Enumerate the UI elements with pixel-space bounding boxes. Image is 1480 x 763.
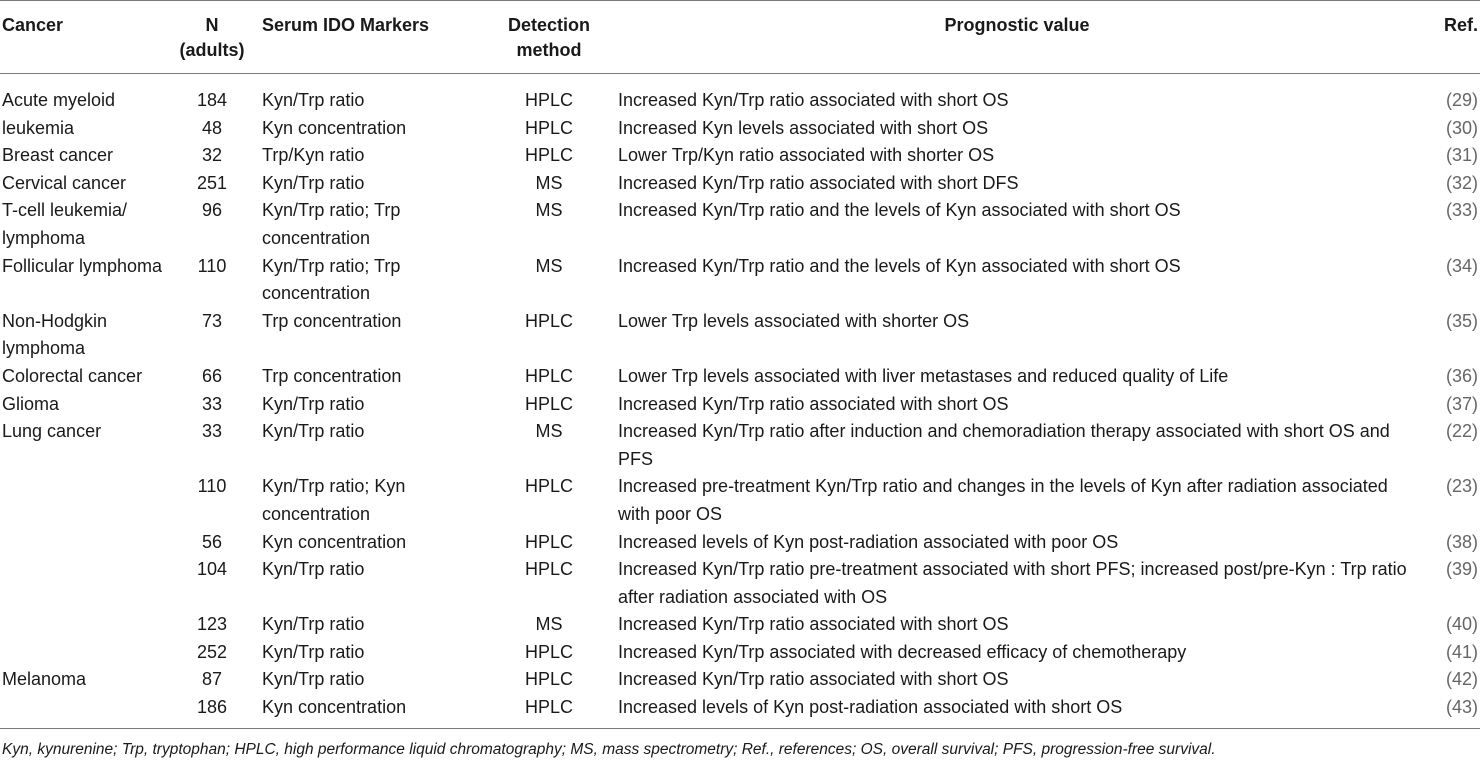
cell-cancer: Melanoma (2, 669, 87, 690)
cell-markers: Trp concentration (262, 310, 402, 331)
table-header (0, 1, 1480, 74)
cell-ref: (22) (1445, 421, 1478, 442)
header-cancer: Cancer (2, 15, 64, 35)
cell-ref: (33) (1445, 200, 1478, 221)
cell-markers: Trp/Kyn ratio (262, 145, 365, 166)
cell-prognostic: Increased Kyn/Trp ratio and the levels of Kyn associated with short OS (618, 255, 1181, 276)
cell-prognostic: Increased Kyn/Trp associated with decreased efficacy of chemotherapy (618, 641, 1187, 662)
cell-cancer (0, 694, 172, 728)
table-row (0, 74, 1480, 115)
cell-ref: (32) (1445, 172, 1478, 193)
cell-prognostic: Increased Kyn/Trp ratio and the levels of Kyn associated with short OS (618, 200, 1181, 221)
cell-method: MS (535, 614, 563, 635)
cell-ref: (31) (1445, 145, 1478, 166)
table-row (0, 639, 1480, 667)
cell-prognostic: Increased Kyn/Trp ratio associated with short OS (618, 90, 1009, 110)
cell-n: 33 (201, 393, 223, 414)
cell-method: HPLC (524, 145, 573, 166)
cell-cancer (0, 556, 172, 611)
cell-method: MS (535, 172, 563, 193)
cell-markers: Kyn/Trp ratio (262, 559, 365, 580)
cell-prognostic: Increased levels of Kyn post-radiation associated with short OS (618, 697, 1123, 718)
cell-cancer: Acute myeloid (2, 90, 116, 110)
table-row (0, 363, 1480, 391)
cell-ref: (35) (1445, 310, 1478, 331)
table-row (0, 611, 1480, 639)
cell-prognostic: Increased Kyn/Trp ratio associated with short OS (618, 393, 1009, 414)
cell-method: HPLC (524, 393, 573, 414)
cell-cancer: leukemia (2, 117, 75, 138)
cell-prognostic: Increased pre-treatment Kyn/Trp ratio and changes in the levels of Kyn after radiation associated with poor OS (618, 476, 1388, 524)
cell-markers: Kyn/Trp ratio; Kyn concentration (262, 476, 406, 524)
cell-n: 73 (201, 310, 223, 331)
cell-n: 33 (201, 421, 223, 442)
cell-ref: (40) (1445, 614, 1478, 635)
cell-method: MS (535, 421, 563, 442)
header-markers: Serum IDO Markers (262, 15, 430, 35)
cell-cancer: Colorectal cancer (2, 365, 143, 386)
cell-prognostic: Lower Trp levels associated with liver metastases and reduced quality of Life (618, 365, 1229, 386)
cell-prognostic: Increased Kyn/Trp ratio associated with short OS (618, 669, 1009, 690)
cell-n: 110 (197, 476, 227, 497)
cell-prognostic: Increased Kyn/Trp ratio associated with short DFS (618, 172, 1019, 193)
cell-cancer: T-cell leukemia/ lymphoma (2, 200, 128, 248)
cell-markers: Kyn/Trp ratio (262, 421, 365, 442)
cell-cancer: Follicular lymphoma (2, 255, 163, 276)
cell-markers: Kyn concentration (262, 531, 407, 552)
cell-n: 184 (196, 90, 228, 110)
cell-method: HPLC (524, 641, 573, 662)
cell-cancer: Non-Hodgkin lymphoma (2, 310, 108, 359)
cell-ref: (41) (1445, 641, 1478, 662)
cell-cancer (0, 639, 172, 667)
cell-markers: Kyn/Trp ratio (262, 172, 365, 193)
cell-cancer (0, 611, 172, 639)
table-row (0, 253, 1480, 308)
cell-ref: (29) (1445, 90, 1478, 110)
header-row (0, 1, 1480, 74)
cell-method: HPLC (524, 559, 573, 580)
cell-ref: (37) (1445, 393, 1478, 414)
cell-ref: (39) (1445, 559, 1478, 580)
table-footnote: Kyn, kynurenine; Trp, tryptophan; HPLC, high performance liquid chromatography; MS, mass spectrometry; Ref., references; OS, overall survival; PFS, progression-free survival. (2, 740, 1216, 758)
cell-prognostic: Increased levels of Kyn post-radiation associated with poor OS (618, 531, 1119, 552)
header-prognostic: Prognostic value (944, 15, 1090, 35)
cell-method: HPLC (524, 310, 573, 331)
cell-n: 252 (196, 641, 228, 662)
cell-cancer: Breast cancer (2, 145, 114, 166)
cell-markers: Kyn/Trp ratio (262, 614, 365, 635)
cell-n: 110 (197, 255, 227, 276)
cell-n: 104 (196, 559, 228, 580)
cell-n: 48 (201, 117, 223, 138)
cell-ref: (36) (1445, 365, 1478, 386)
cell-method: HPLC (524, 697, 573, 718)
table-row (0, 115, 1480, 143)
cell-n: 56 (201, 531, 223, 552)
cell-cancer (0, 473, 172, 528)
table-row (0, 694, 1480, 728)
cell-method: HPLC (524, 476, 573, 497)
table-row (0, 666, 1480, 694)
table-row (0, 418, 1480, 473)
cell-n: 251 (196, 172, 228, 193)
cell-ref: (38) (1445, 531, 1478, 552)
cell-cancer: Lung cancer (2, 421, 102, 442)
header-n: N (adults) (179, 15, 245, 60)
cell-n: 32 (201, 145, 223, 166)
table-row (0, 197, 1480, 252)
cell-markers: Kyn/Trp ratio (262, 90, 365, 110)
cell-ref: (23) (1445, 476, 1478, 497)
cell-markers: Kyn/Trp ratio (262, 669, 365, 690)
cell-n: 87 (201, 669, 223, 690)
cell-prognostic: Lower Trp levels associated with shorter OS (618, 310, 970, 331)
cell-prognostic: Increased Kyn/Trp ratio after induction and chemoradiation therapy associated with short OS and PFS (618, 421, 1390, 469)
cell-prognostic: Lower Trp/Kyn ratio associated with shorter OS (618, 145, 995, 166)
cell-n: 123 (196, 614, 228, 635)
table-row (0, 170, 1480, 198)
cell-method: HPLC (524, 669, 573, 690)
cell-markers: Kyn/Trp ratio; Trp concentration (262, 200, 401, 248)
table-row (0, 391, 1480, 419)
header-method: Detection method (507, 15, 590, 60)
cell-cancer (0, 529, 172, 557)
cell-prognostic: Increased Kyn/Trp ratio associated with short OS (618, 614, 1009, 635)
header-ref: Ref. (1443, 15, 1478, 35)
cell-cancer: Cervical cancer (2, 172, 127, 193)
cell-ref: (34) (1445, 255, 1478, 276)
cell-prognostic: Increased Kyn levels associated with short OS (618, 117, 989, 138)
cell-markers: Kyn/Trp ratio (262, 641, 365, 662)
cell-method: HPLC (524, 90, 573, 110)
table-body (0, 74, 1480, 729)
cell-method: HPLC (524, 117, 573, 138)
table-row (0, 529, 1480, 557)
cell-cancer: Glioma (2, 393, 60, 414)
table-row (0, 142, 1480, 170)
cell-ref: (42) (1445, 669, 1478, 690)
cell-n: 96 (201, 200, 223, 221)
cell-markers: Kyn/Trp ratio (262, 393, 365, 414)
cell-n: 66 (201, 365, 223, 386)
cell-method: MS (535, 255, 563, 276)
table-row (0, 308, 1480, 363)
cell-method: HPLC (524, 365, 573, 386)
cell-ref: (43) (1445, 697, 1478, 718)
table-row (0, 556, 1480, 611)
cell-markers: Trp concentration (262, 365, 402, 386)
cell-markers: Kyn concentration (262, 697, 407, 718)
cell-n: 186 (196, 697, 228, 718)
cell-method: HPLC (524, 531, 573, 552)
cell-ref: (30) (1445, 117, 1478, 138)
table-row (0, 473, 1480, 528)
cell-prognostic: Increased Kyn/Trp ratio pre-treatment associated with short PFS; increased post/pre-Kyn : Trp ratio after radiation associated with OS (618, 559, 1407, 607)
cell-markers: Kyn/Trp ratio; Trp concentration (262, 255, 401, 304)
cell-markers: Kyn concentration (262, 117, 407, 138)
cell-method: MS (535, 200, 563, 221)
